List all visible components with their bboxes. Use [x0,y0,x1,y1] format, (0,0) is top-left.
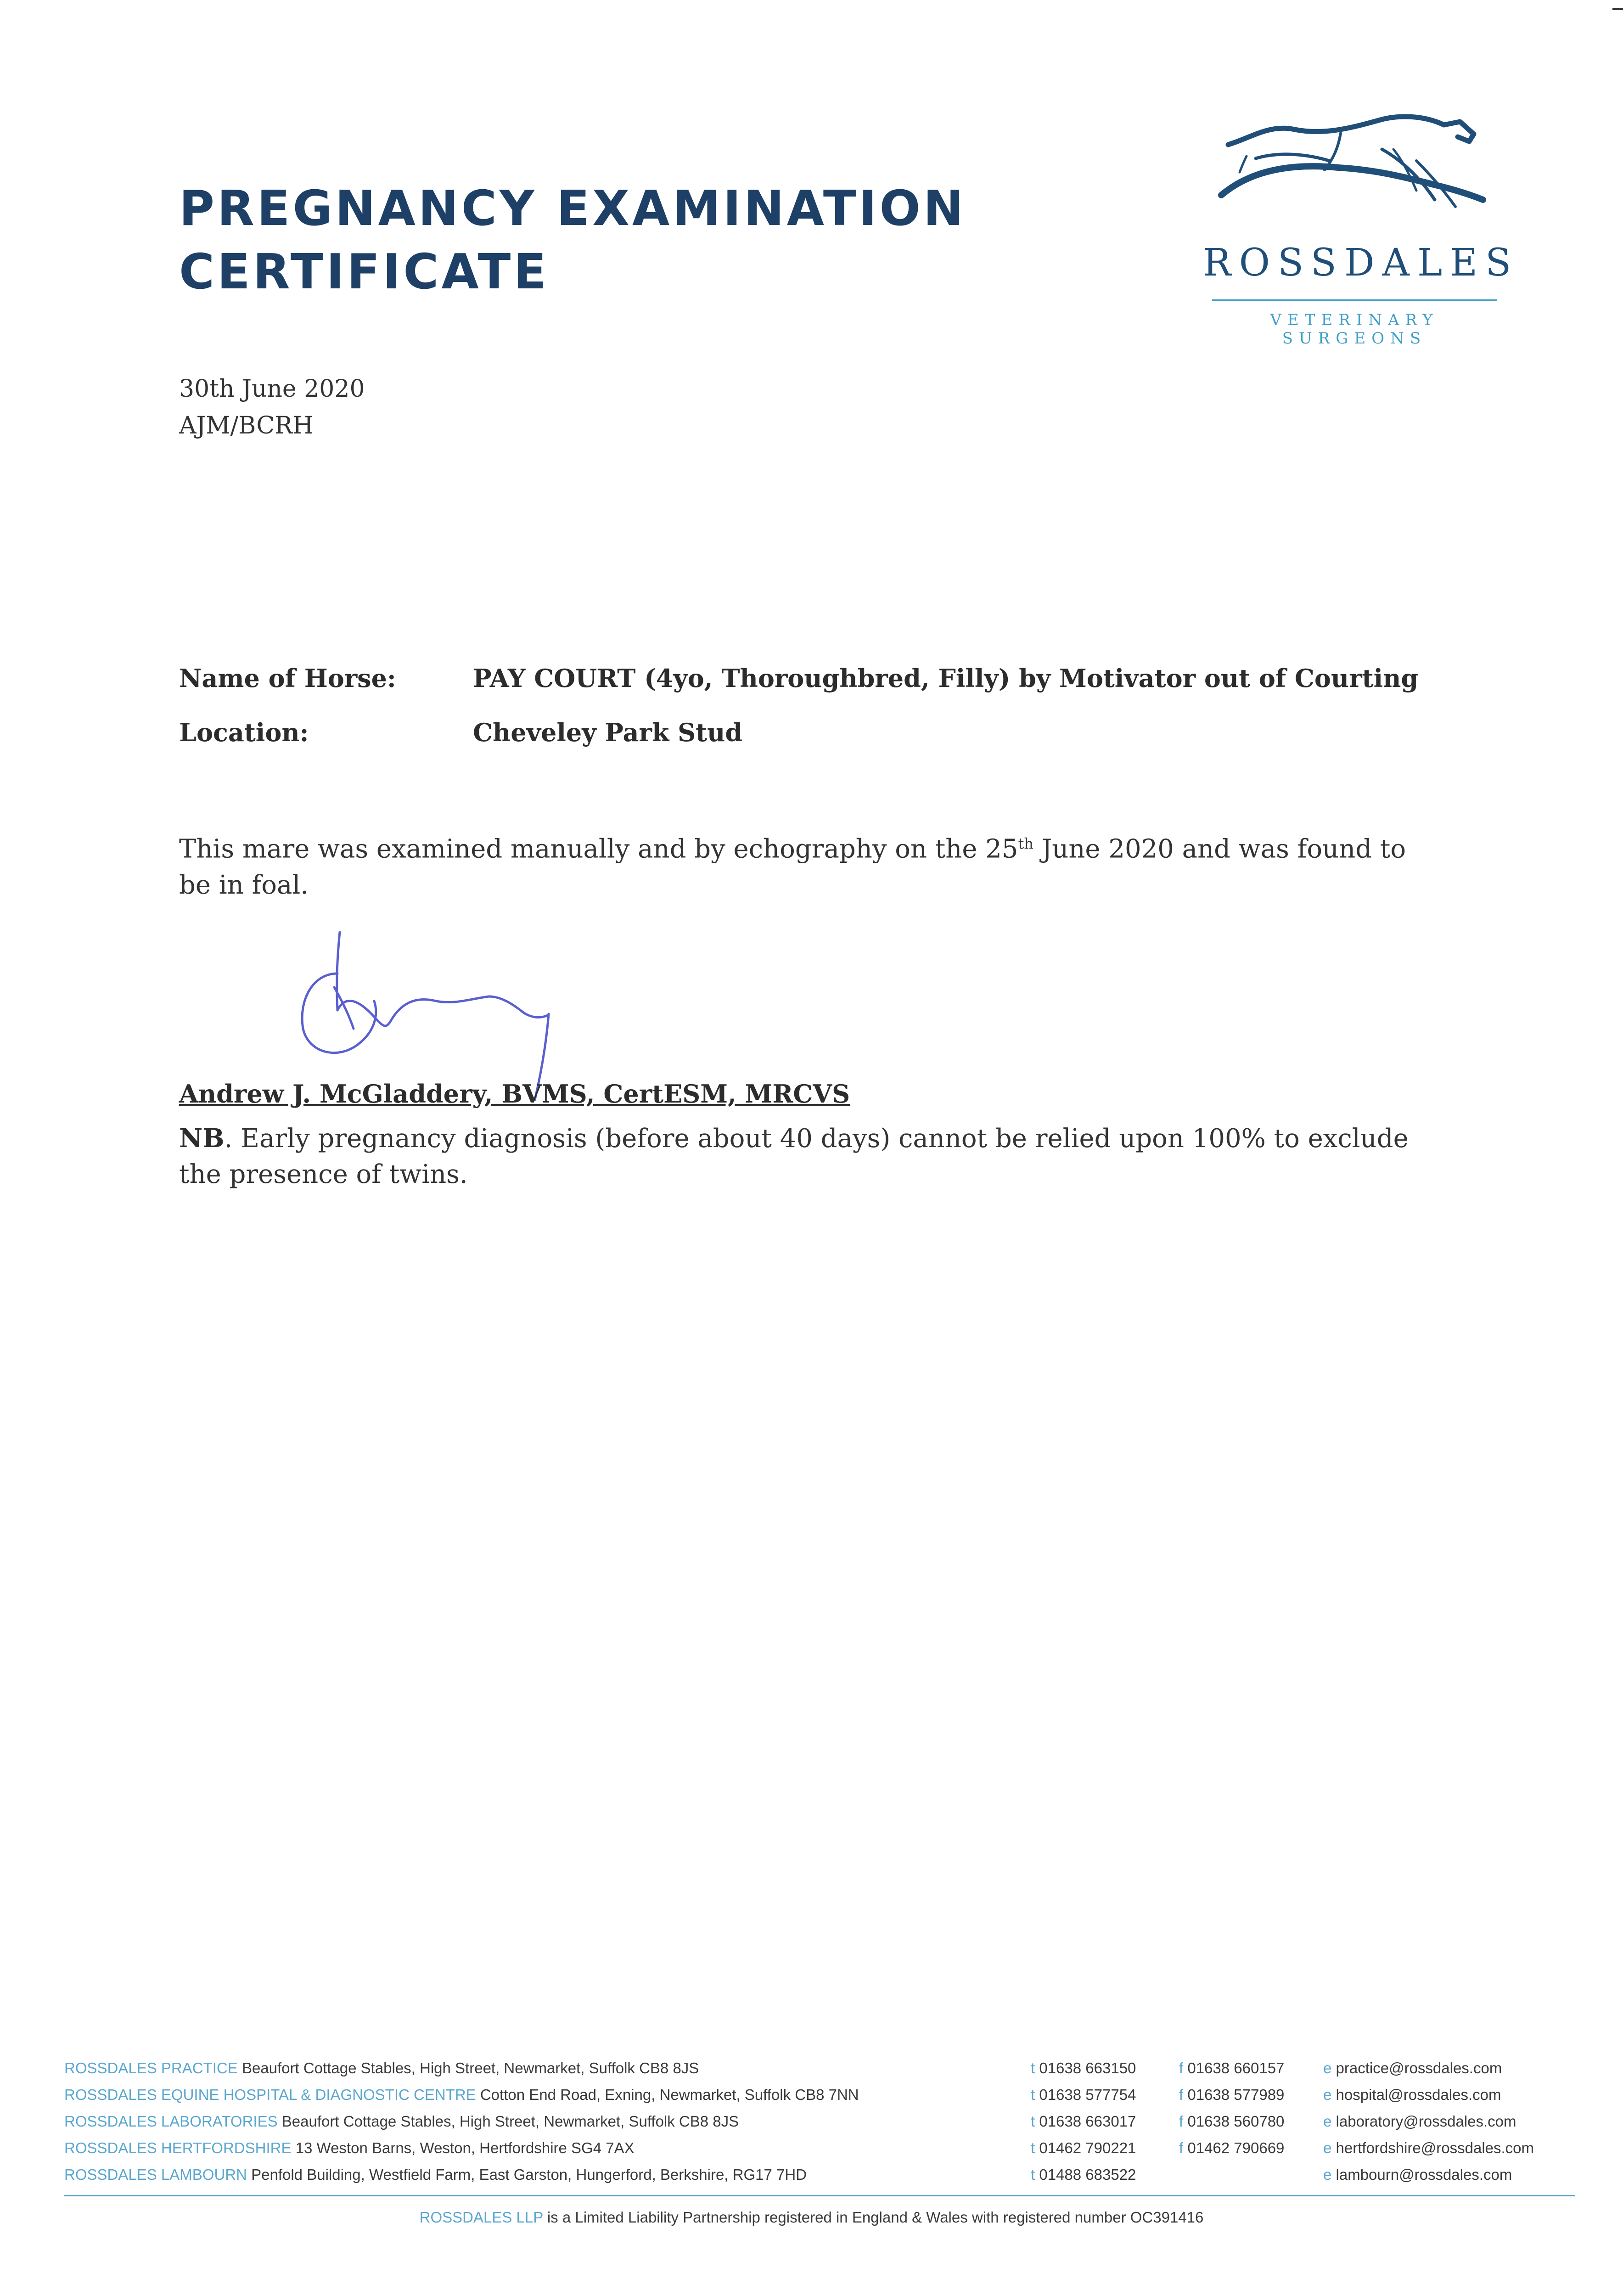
office-email[interactable]: e hertfordshire@rossdales.com [1323,2139,1534,2156]
office-address: 13 Weston Barns, Weston, Hertfordshire SG4 7AX [295,2139,635,2156]
office-lambourn [64,2166,807,2183]
footer-divider [64,2195,1575,2196]
office-fax: f 01638 660157 [1179,2060,1285,2077]
brand-name: ROSSDALES [1203,241,1519,285]
office-practice [64,2060,699,2077]
title-line-1: PREGNANCY EXAMINATION [179,180,966,236]
office-email[interactable]: e lambourn@rossdales.com [1323,2166,1512,2183]
office-name: ROSSDALES LABORATORIES [64,2113,278,2130]
office-laboratories [64,2113,739,2130]
location-value: Cheveley Park Stud [473,718,743,747]
statement-ordinal-suffix: th [1018,835,1034,852]
office-email[interactable]: e laboratory@rossdales.com [1323,2113,1516,2130]
document-reference: AJM/BCRH [179,412,314,439]
statement-text-start: This mare was examined manually and by echography on the 25 [179,834,1018,864]
location-label: Location: [179,718,309,747]
note-prefix: NB [179,1123,225,1154]
note-text: . Early pregnancy diagnosis (before about 40 days) cannot be relied upon 100% to exclude the presence of twins. [179,1124,1409,1189]
office-fax: f 01638 560780 [1179,2113,1285,2130]
office-email[interactable]: e hospital@rossdales.com [1323,2086,1501,2103]
document-date: 30th June 2020 [179,375,365,403]
office-name: ROSSDALES HERTFORDSHIRE [64,2139,292,2156]
brand-subtitle: VETERINARY SURGEONS [1270,311,1439,348]
office-address: Beaufort Cottage Stables, High Street, Newmarket, Suffolk CB8 8JS [241,2060,699,2077]
office-name: ROSSDALES PRACTICE [64,2060,238,2077]
pregnancy-note [179,1120,1410,1193]
galloping-horse-icon [1201,106,1499,253]
office-telephone: t 01638 663150 [1031,2060,1136,2077]
certificate-title [179,177,966,304]
office-fax: f 01638 577989 [1179,2086,1285,2103]
legal-text: is a Limited Liability Partnership registered in England & Wales with registered number OC391416 [543,2209,1204,2226]
office-telephone: t 01488 683522 [1031,2166,1136,2183]
office-address: Cotton End Road, Exning, Newmarket, Suffolk CB8 7NN [480,2086,859,2103]
office-telephone: t 01638 577754 [1031,2086,1136,2103]
scan-edge-mark [1612,8,1623,10]
title-line-2: CERTIFICATE [179,244,549,300]
legal-notice [0,2209,1623,2226]
brand-divider [1212,299,1497,301]
office-address: Penfold Building, Westfield Farm, East Garston, Hungerford, Berkshire, RG17 7HD [251,2166,807,2183]
office-hospital [64,2086,859,2104]
office-hertfordshire [64,2139,635,2157]
legal-company: ROSSDALES LLP [419,2209,543,2226]
office-name: ROSSDALES EQUINE HOSPITAL & DIAGNOSTIC CENTRE [64,2086,476,2103]
horse-name-value: PAY COURT (4yo, Thoroughbred, Filly) by Motivator out of Courting [473,664,1419,693]
statement-text-end: June 2020 and was found to be in foal. [179,834,1406,900]
office-telephone: t 01638 663017 [1031,2113,1136,2130]
office-address: Beaufort Cottage Stables, High Street, Newmarket, Suffolk CB8 8JS [281,2113,739,2130]
office-fax: f 01462 790669 [1179,2139,1285,2156]
office-name: ROSSDALES LAMBOURN [64,2166,247,2183]
examination-statement [179,826,1410,903]
office-telephone: t 01462 790221 [1031,2139,1136,2156]
office-email[interactable]: e practice@rossdales.com [1323,2060,1502,2077]
horse-name-label: Name of Horse: [179,664,396,693]
signatory-name: Andrew J. McGladdery, BVMS, CertESM, MRCVS [179,1079,850,1109]
